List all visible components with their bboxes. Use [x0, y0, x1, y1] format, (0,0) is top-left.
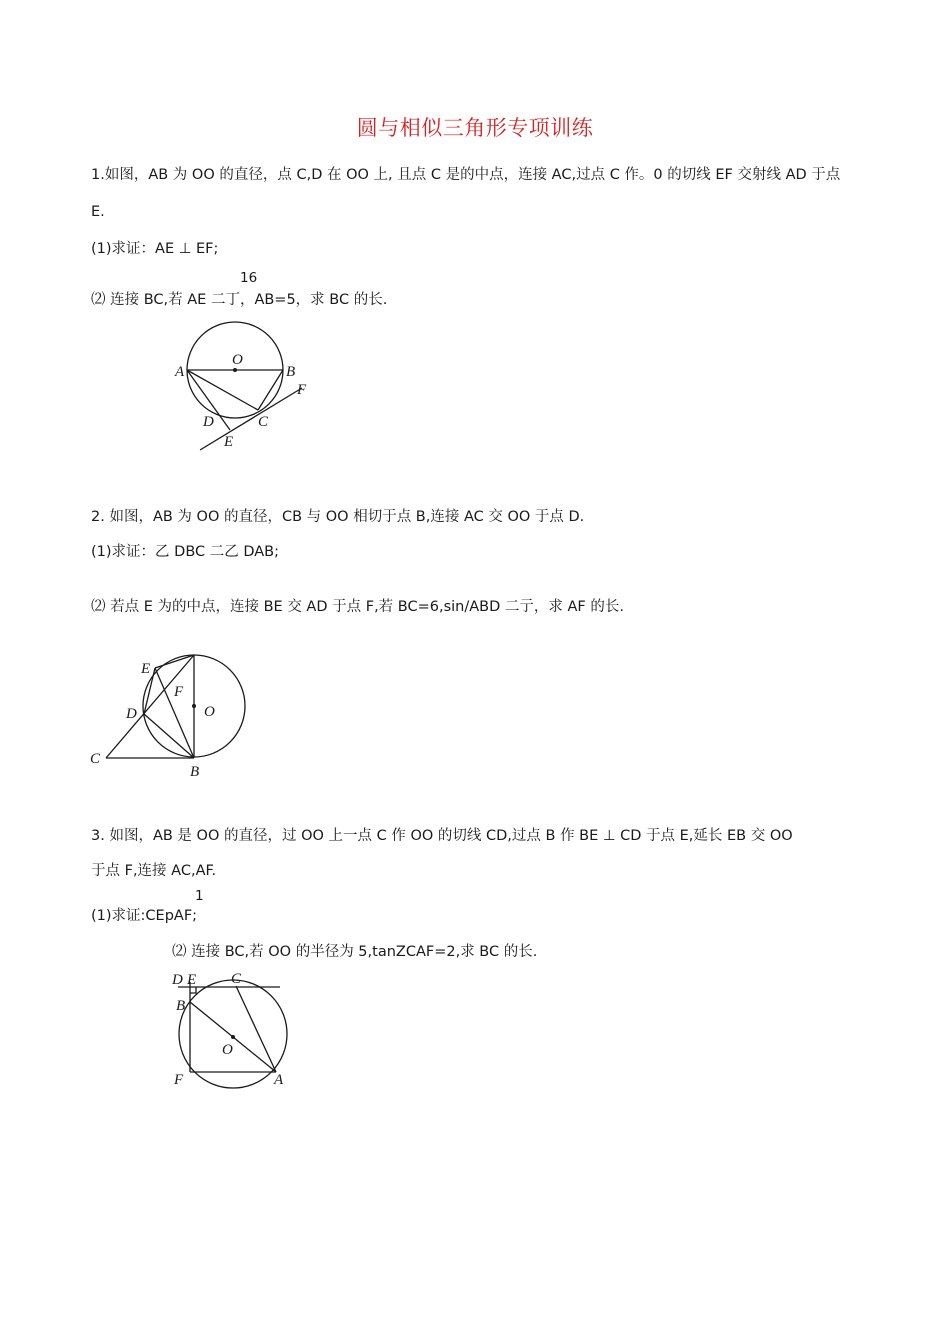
q3-center-dot	[231, 1035, 235, 1039]
q3-label-e: E	[187, 972, 197, 988]
q3-figure	[170, 968, 295, 1093]
q1-label-c: C	[258, 414, 269, 430]
q3-line-ca	[236, 986, 276, 1072]
q1-fraction-numerator: 16	[240, 270, 258, 286]
q1-statement-line1: 1.如图，AB 为 OO 的直径，点 C,D 在 OO 上, 且点 C 是的中点，连接 AC,过点 C 作。0 的切线 EF 交射线 AD 于点	[91, 167, 841, 183]
q3-label-d: D	[172, 972, 183, 988]
q2-label-c: C	[90, 751, 101, 767]
q2-figure	[86, 648, 256, 783]
q3-statement-line2: 于点 F,连接 AC,AF.	[91, 863, 217, 879]
q1-label-e: E	[224, 434, 234, 450]
q1-statement-line2: E.	[91, 204, 105, 220]
q1-tangent-ef	[200, 388, 302, 450]
q3-label-c: C	[231, 971, 242, 987]
q1-center-dot	[233, 368, 237, 372]
q2-part1: (1)求证：乙 DBC 二乙 DAB;	[91, 544, 280, 560]
q3-statement-line1: 3. 如图，AB 是 OO 的直径，过 OO 上一点 C 作 OO 的切线 CD,过点 B 作 BE ⊥ CD 于点 E,延长 EB 交 OO	[91, 828, 793, 844]
q3-label-o: O	[222, 1042, 233, 1058]
q1-figure	[170, 318, 320, 458]
q1-label-d: D	[203, 414, 214, 430]
q2-line-db	[144, 714, 194, 758]
q2-label-o: O	[204, 704, 215, 720]
q2-label-e: E	[141, 661, 151, 677]
q3-label-b: B	[176, 998, 186, 1014]
q1-part1: (1)求证：AE ⊥ EF;	[91, 241, 219, 257]
q1-part2: ⑵ 连接 BC,若 AE 二丁，AB=5，求 BC 的长.	[91, 292, 388, 308]
q3-fraction-numerator: 1	[195, 888, 204, 904]
q3-label-f: F	[174, 1072, 184, 1088]
q1-label-f: F	[297, 382, 307, 398]
q2-part2: ⑵ 若点 E 为的中点，连接 BE 交 AD 于点 F,若 BC=6,sin/ABD 二亍，求 AF 的长.	[91, 599, 624, 615]
q2-label-b: B	[190, 764, 200, 780]
q1-label-o: O	[232, 352, 243, 368]
q3-part1: (1)求证:CEpAF;	[91, 908, 198, 924]
page-title: 圆与相似三角形专项训练	[356, 116, 594, 140]
q3-part2: ⑵ 连接 BC,若 OO 的半径为 5,tanZCAF=2,求 BC 的长.	[172, 944, 538, 960]
q1-label-b: B	[286, 364, 296, 380]
q1-line-ac	[187, 370, 258, 410]
q1-label-a: A	[175, 364, 185, 380]
q3-label-a: A	[274, 1072, 284, 1088]
q2-center-dot	[192, 704, 196, 708]
q2-label-f: F	[174, 684, 184, 700]
q2-label-d: D	[126, 706, 137, 722]
q2-statement: 2. 如图，AB 为 OO 的直径，CB 与 OO 相切于点 B,连接 AC 交 OO 于点 D.	[91, 509, 585, 525]
